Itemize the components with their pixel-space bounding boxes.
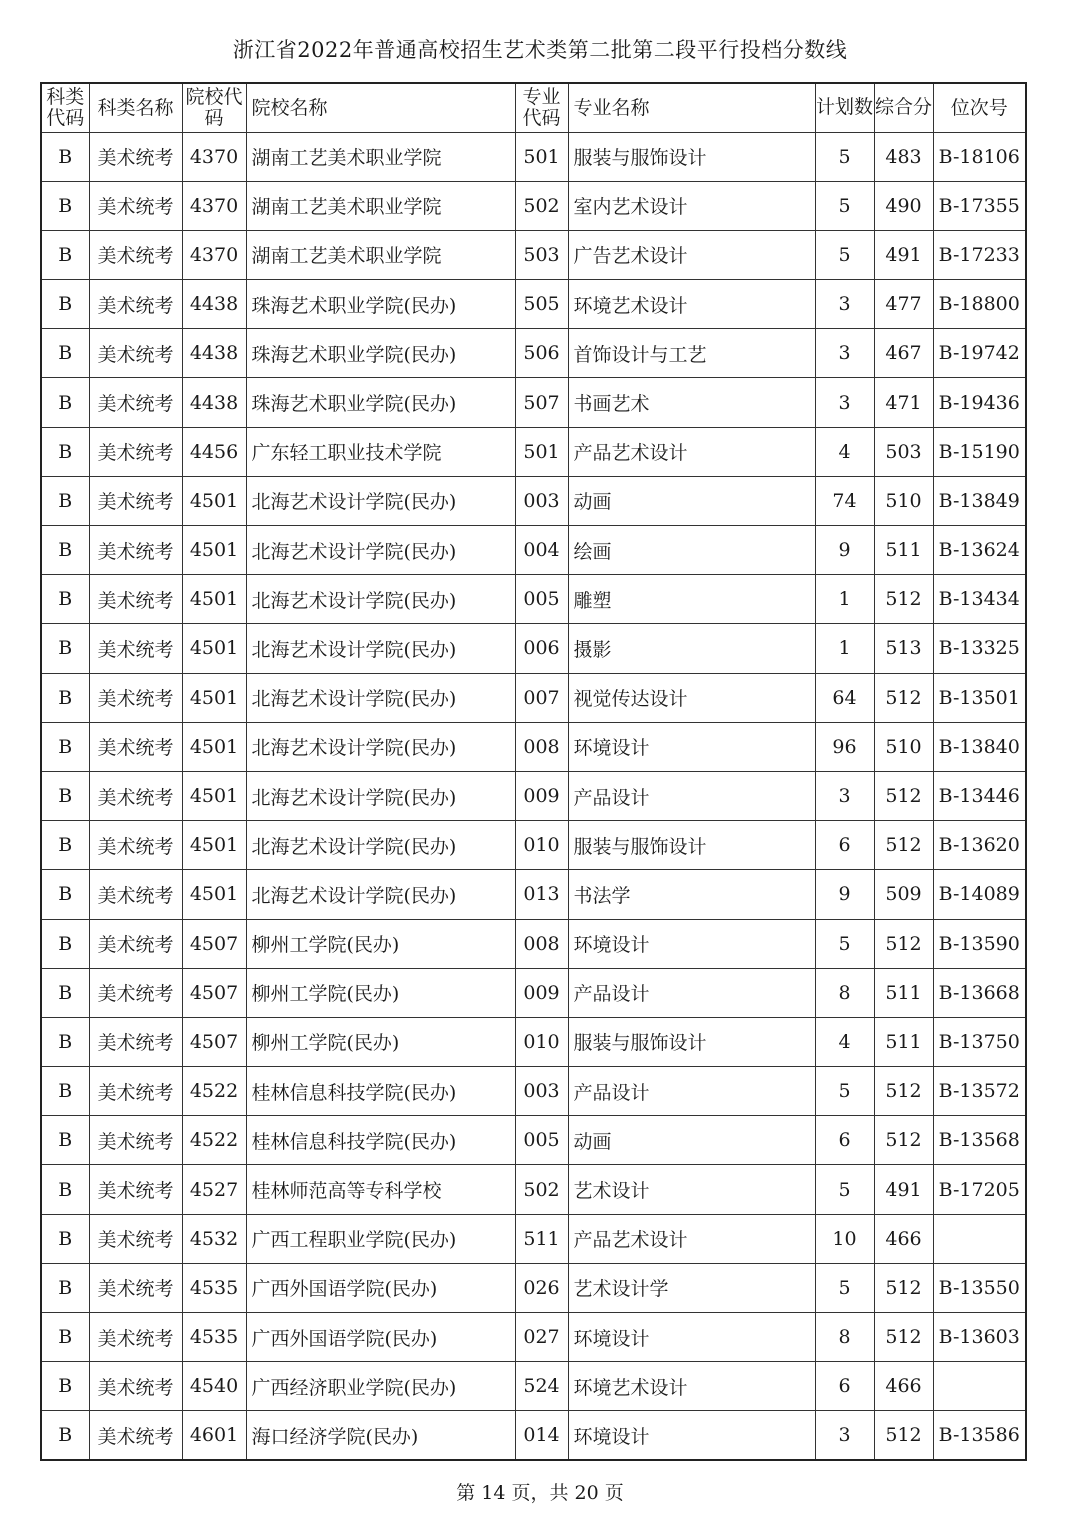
school-code-cell: 4438 bbox=[182, 378, 246, 427]
total-score-cell: 512 bbox=[874, 575, 933, 624]
rank-cell bbox=[933, 1362, 1026, 1411]
table-row bbox=[41, 624, 1026, 673]
table-row bbox=[41, 378, 1026, 427]
subject-name-cell: 美术统考 bbox=[89, 132, 182, 181]
table-row bbox=[41, 476, 1026, 525]
school-code-cell: 4438 bbox=[182, 280, 246, 329]
school-code-cell: 4501 bbox=[182, 526, 246, 575]
school-name-cell: 广西外国语学院(民办) bbox=[246, 1263, 515, 1312]
table-row bbox=[41, 181, 1026, 230]
school-code-cell: 4370 bbox=[182, 181, 246, 230]
total-score-cell: 512 bbox=[874, 771, 933, 820]
subject-name-cell: 美术统考 bbox=[89, 1411, 182, 1460]
school-code-cell: 4522 bbox=[182, 1116, 246, 1165]
table-row bbox=[41, 919, 1026, 968]
school-code-cell: 4532 bbox=[182, 1214, 246, 1263]
school-name-cell: 北海艺术设计学院(民办) bbox=[246, 476, 515, 525]
subject-code-cell: B bbox=[41, 230, 89, 279]
major-name-cell: 动画 bbox=[568, 1116, 815, 1165]
subject-code-cell: B bbox=[41, 771, 89, 820]
major-name-cell: 产品设计 bbox=[568, 1067, 815, 1116]
table-row bbox=[41, 1263, 1026, 1312]
subject-name-cell: 美术统考 bbox=[89, 624, 182, 673]
major-name-cell: 环境艺术设计 bbox=[568, 280, 815, 329]
rank-cell: B-13840 bbox=[933, 722, 1026, 771]
rank-cell: B-13550 bbox=[933, 1263, 1026, 1312]
major-name-cell: 产品艺术设计 bbox=[568, 427, 815, 476]
major-name-cell: 书画艺术 bbox=[568, 378, 815, 427]
total-score-cell: 512 bbox=[874, 821, 933, 870]
header-major-code: 专业代码 bbox=[515, 83, 568, 132]
subject-name-cell: 美术统考 bbox=[89, 1017, 182, 1066]
total-score-cell: 512 bbox=[874, 1411, 933, 1460]
major-name-cell: 服装与服饰设计 bbox=[568, 821, 815, 870]
total-score-cell: 503 bbox=[874, 427, 933, 476]
total-score-cell: 477 bbox=[874, 280, 933, 329]
school-name-cell: 桂林信息科技学院(民办) bbox=[246, 1116, 515, 1165]
school-name-cell: 柳州工学院(民办) bbox=[246, 1017, 515, 1066]
school-name-cell: 桂林信息科技学院(民办) bbox=[246, 1067, 515, 1116]
plan-count-cell: 3 bbox=[815, 771, 874, 820]
plan-count-cell: 6 bbox=[815, 1362, 874, 1411]
major-code-cell: 009 bbox=[515, 771, 568, 820]
plan-count-cell: 3 bbox=[815, 1411, 874, 1460]
table-body bbox=[41, 132, 1026, 1460]
school-code-cell: 4501 bbox=[182, 821, 246, 870]
table-row bbox=[41, 230, 1026, 279]
rank-cell: B-13590 bbox=[933, 919, 1026, 968]
header-school-code: 院校代码 bbox=[182, 83, 246, 132]
school-name-cell: 北海艺术设计学院(民办) bbox=[246, 673, 515, 722]
major-code-cell: 010 bbox=[515, 1017, 568, 1066]
school-name-cell: 湖南工艺美术职业学院 bbox=[246, 230, 515, 279]
total-score-cell: 511 bbox=[874, 526, 933, 575]
total-score-cell: 510 bbox=[874, 722, 933, 771]
table-row bbox=[41, 427, 1026, 476]
subject-code-cell: B bbox=[41, 1263, 89, 1312]
rank-cell: B-13501 bbox=[933, 673, 1026, 722]
major-name-cell: 艺术设计 bbox=[568, 1165, 815, 1214]
total-score-cell: 466 bbox=[874, 1214, 933, 1263]
subject-name-cell: 美术统考 bbox=[89, 526, 182, 575]
major-name-cell: 环境设计 bbox=[568, 722, 815, 771]
major-code-cell: 026 bbox=[515, 1263, 568, 1312]
rank-cell: B-13624 bbox=[933, 526, 1026, 575]
school-code-cell: 4501 bbox=[182, 870, 246, 919]
school-code-cell: 4601 bbox=[182, 1411, 246, 1460]
school-name-cell: 广西经济职业学院(民办) bbox=[246, 1362, 515, 1411]
major-name-cell: 书法学 bbox=[568, 870, 815, 919]
page-title: 浙江省2022年普通高校招生艺术类第二批第二段平行投档分数线 bbox=[232, 38, 848, 62]
plan-count-cell: 5 bbox=[815, 919, 874, 968]
subject-code-cell: B bbox=[41, 181, 89, 230]
major-code-cell: 003 bbox=[515, 1067, 568, 1116]
total-score-cell: 490 bbox=[874, 181, 933, 230]
header-row bbox=[41, 83, 1026, 132]
school-code-cell: 4535 bbox=[182, 1313, 246, 1362]
school-name-cell: 北海艺术设计学院(民办) bbox=[246, 870, 515, 919]
major-code-cell: 010 bbox=[515, 821, 568, 870]
subject-name-cell: 美术统考 bbox=[89, 427, 182, 476]
header-total-score: 综合分 bbox=[874, 83, 933, 132]
school-name-cell: 珠海艺术职业学院(民办) bbox=[246, 329, 515, 378]
rank-cell: B-17205 bbox=[933, 1165, 1026, 1214]
school-code-cell: 4501 bbox=[182, 673, 246, 722]
plan-count-cell: 5 bbox=[815, 132, 874, 181]
subject-name-cell: 美术统考 bbox=[89, 280, 182, 329]
major-name-cell: 环境设计 bbox=[568, 1411, 815, 1460]
school-code-cell: 4438 bbox=[182, 329, 246, 378]
total-score-cell: 471 bbox=[874, 378, 933, 427]
total-score-cell: 512 bbox=[874, 1263, 933, 1312]
rank-cell: B-17233 bbox=[933, 230, 1026, 279]
subject-code-cell: B bbox=[41, 1214, 89, 1263]
subject-code-cell: B bbox=[41, 132, 89, 181]
major-name-cell: 室内艺术设计 bbox=[568, 181, 815, 230]
table-row bbox=[41, 132, 1026, 181]
major-name-cell: 服装与服饰设计 bbox=[568, 1017, 815, 1066]
major-code-cell: 008 bbox=[515, 722, 568, 771]
table-row bbox=[41, 1411, 1026, 1460]
school-name-cell: 桂林师范高等专科学校 bbox=[246, 1165, 515, 1214]
school-name-cell: 北海艺术设计学院(民办) bbox=[246, 624, 515, 673]
subject-name-cell: 美术统考 bbox=[89, 1165, 182, 1214]
table-row bbox=[41, 673, 1026, 722]
major-code-cell: 014 bbox=[515, 1411, 568, 1460]
rank-cell: B-13446 bbox=[933, 771, 1026, 820]
table-row bbox=[41, 771, 1026, 820]
subject-code-cell: B bbox=[41, 1116, 89, 1165]
plan-count-cell: 9 bbox=[815, 870, 874, 919]
plan-count-cell: 10 bbox=[815, 1214, 874, 1263]
plan-count-cell: 1 bbox=[815, 624, 874, 673]
rank-cell: B-13572 bbox=[933, 1067, 1026, 1116]
subject-name-cell: 美术统考 bbox=[89, 1116, 182, 1165]
subject-name-cell: 美术统考 bbox=[89, 919, 182, 968]
total-score-cell: 512 bbox=[874, 1116, 933, 1165]
table-row bbox=[41, 526, 1026, 575]
school-code-cell: 4507 bbox=[182, 1017, 246, 1066]
school-name-cell: 湖南工艺美术职业学院 bbox=[246, 132, 515, 181]
plan-count-cell: 96 bbox=[815, 722, 874, 771]
total-score-cell: 511 bbox=[874, 1017, 933, 1066]
plan-count-cell: 3 bbox=[815, 280, 874, 329]
plan-count-cell: 5 bbox=[815, 230, 874, 279]
plan-count-cell: 4 bbox=[815, 427, 874, 476]
total-score-cell: 512 bbox=[874, 1067, 933, 1116]
header-school-name: 院校名称 bbox=[246, 83, 515, 132]
school-code-cell: 4507 bbox=[182, 919, 246, 968]
school-name-cell: 广西外国语学院(民办) bbox=[246, 1313, 515, 1362]
plan-count-cell: 3 bbox=[815, 329, 874, 378]
subject-code-cell: B bbox=[41, 1017, 89, 1066]
total-score-cell: 467 bbox=[874, 329, 933, 378]
table-row bbox=[41, 968, 1026, 1017]
major-code-cell: 027 bbox=[515, 1313, 568, 1362]
subject-name-cell: 美术统考 bbox=[89, 1313, 182, 1362]
major-name-cell: 雕塑 bbox=[568, 575, 815, 624]
major-code-cell: 506 bbox=[515, 329, 568, 378]
total-score-cell: 510 bbox=[874, 476, 933, 525]
total-score-cell: 491 bbox=[874, 1165, 933, 1214]
table-row bbox=[41, 722, 1026, 771]
subject-name-cell: 美术统考 bbox=[89, 378, 182, 427]
school-code-cell: 4370 bbox=[182, 132, 246, 181]
major-name-cell: 产品设计 bbox=[568, 968, 815, 1017]
plan-count-cell: 3 bbox=[815, 378, 874, 427]
rank-cell: B-15190 bbox=[933, 427, 1026, 476]
subject-name-cell: 美术统考 bbox=[89, 771, 182, 820]
subject-name-cell: 美术统考 bbox=[89, 870, 182, 919]
subject-code-cell: B bbox=[41, 575, 89, 624]
plan-count-cell: 1 bbox=[815, 575, 874, 624]
subject-code-cell: B bbox=[41, 1362, 89, 1411]
rank-cell: B-18106 bbox=[933, 132, 1026, 181]
school-code-cell: 4501 bbox=[182, 624, 246, 673]
school-code-cell: 4501 bbox=[182, 771, 246, 820]
plan-count-cell: 4 bbox=[815, 1017, 874, 1066]
table-row bbox=[41, 329, 1026, 378]
major-code-cell: 524 bbox=[515, 1362, 568, 1411]
subject-code-cell: B bbox=[41, 280, 89, 329]
header-major-name: 专业名称 bbox=[568, 83, 815, 132]
total-score-cell: 512 bbox=[874, 1313, 933, 1362]
rank-cell: B-18800 bbox=[933, 280, 1026, 329]
header-subject-name: 科类名称 bbox=[89, 83, 182, 132]
school-name-cell: 珠海艺术职业学院(民办) bbox=[246, 280, 515, 329]
table-row bbox=[41, 821, 1026, 870]
rank-cell: B-14089 bbox=[933, 870, 1026, 919]
rank-cell: B-13750 bbox=[933, 1017, 1026, 1066]
major-code-cell: 003 bbox=[515, 476, 568, 525]
table-row bbox=[41, 1017, 1026, 1066]
subject-code-cell: B bbox=[41, 476, 89, 525]
table-row bbox=[41, 870, 1026, 919]
school-name-cell: 北海艺术设计学院(民办) bbox=[246, 722, 515, 771]
major-name-cell: 环境艺术设计 bbox=[568, 1362, 815, 1411]
major-code-cell: 013 bbox=[515, 870, 568, 919]
plan-count-cell: 5 bbox=[815, 1263, 874, 1312]
rank-cell: B-17355 bbox=[933, 181, 1026, 230]
school-name-cell: 珠海艺术职业学院(民办) bbox=[246, 378, 515, 427]
rank-cell: B-13668 bbox=[933, 968, 1026, 1017]
major-code-cell: 004 bbox=[515, 526, 568, 575]
subject-code-cell: B bbox=[41, 870, 89, 919]
rank-cell bbox=[933, 1214, 1026, 1263]
total-score-cell: 512 bbox=[874, 919, 933, 968]
major-code-cell: 502 bbox=[515, 1165, 568, 1214]
subject-name-cell: 美术统考 bbox=[89, 968, 182, 1017]
subject-name-cell: 美术统考 bbox=[89, 821, 182, 870]
major-name-cell: 环境设计 bbox=[568, 1313, 815, 1362]
plan-count-cell: 8 bbox=[815, 1313, 874, 1362]
total-score-cell: 512 bbox=[874, 673, 933, 722]
subject-name-cell: 美术统考 bbox=[89, 1263, 182, 1312]
school-code-cell: 4522 bbox=[182, 1067, 246, 1116]
school-name-cell: 广西工程职业学院(民办) bbox=[246, 1214, 515, 1263]
school-code-cell: 4456 bbox=[182, 427, 246, 476]
plan-count-cell: 5 bbox=[815, 1165, 874, 1214]
major-code-cell: 503 bbox=[515, 230, 568, 279]
subject-code-cell: B bbox=[41, 624, 89, 673]
subject-name-cell: 美术统考 bbox=[89, 1067, 182, 1116]
plan-count-cell: 8 bbox=[815, 968, 874, 1017]
rank-cell: B-13586 bbox=[933, 1411, 1026, 1460]
subject-code-cell: B bbox=[41, 673, 89, 722]
major-name-cell: 产品艺术设计 bbox=[568, 1214, 815, 1263]
major-code-cell: 009 bbox=[515, 968, 568, 1017]
subject-name-cell: 美术统考 bbox=[89, 230, 182, 279]
header-plan-count: 计划数 bbox=[815, 83, 874, 132]
total-score-cell: 509 bbox=[874, 870, 933, 919]
total-score-cell: 491 bbox=[874, 230, 933, 279]
major-name-cell: 动画 bbox=[568, 476, 815, 525]
subject-name-cell: 美术统考 bbox=[89, 181, 182, 230]
school-name-cell: 北海艺术设计学院(民办) bbox=[246, 771, 515, 820]
score-table bbox=[40, 82, 1027, 1461]
total-score-cell: 513 bbox=[874, 624, 933, 673]
header-subject-code: 科类代码 bbox=[41, 83, 89, 132]
subject-code-cell: B bbox=[41, 722, 89, 771]
major-name-cell: 产品设计 bbox=[568, 771, 815, 820]
plan-count-cell: 9 bbox=[815, 526, 874, 575]
school-name-cell: 广东轻工职业技术学院 bbox=[246, 427, 515, 476]
subject-code-cell: B bbox=[41, 1411, 89, 1460]
subject-code-cell: B bbox=[41, 968, 89, 1017]
major-name-cell: 摄影 bbox=[568, 624, 815, 673]
rank-cell: B-13849 bbox=[933, 476, 1026, 525]
subject-name-cell: 美术统考 bbox=[89, 476, 182, 525]
subject-name-cell: 美术统考 bbox=[89, 1362, 182, 1411]
rank-cell: B-13603 bbox=[933, 1313, 1026, 1362]
table-row bbox=[41, 1116, 1026, 1165]
table-row bbox=[41, 1214, 1026, 1263]
school-name-cell: 北海艺术设计学院(民办) bbox=[246, 821, 515, 870]
subject-code-cell: B bbox=[41, 329, 89, 378]
total-score-cell: 511 bbox=[874, 968, 933, 1017]
table-row bbox=[41, 1362, 1026, 1411]
table-row bbox=[41, 280, 1026, 329]
table-row bbox=[41, 1067, 1026, 1116]
subject-code-cell: B bbox=[41, 378, 89, 427]
rank-cell: B-19742 bbox=[933, 329, 1026, 378]
subject-code-cell: B bbox=[41, 1313, 89, 1362]
subject-name-cell: 美术统考 bbox=[89, 722, 182, 771]
school-code-cell: 4527 bbox=[182, 1165, 246, 1214]
rank-cell: B-19436 bbox=[933, 378, 1026, 427]
school-code-cell: 4535 bbox=[182, 1263, 246, 1312]
plan-count-cell: 6 bbox=[815, 1116, 874, 1165]
total-score-cell: 483 bbox=[874, 132, 933, 181]
subject-code-cell: B bbox=[41, 1067, 89, 1116]
major-name-cell: 艺术设计学 bbox=[568, 1263, 815, 1312]
school-code-cell: 4370 bbox=[182, 230, 246, 279]
school-name-cell: 海口经济学院(民办) bbox=[246, 1411, 515, 1460]
rank-cell: B-13568 bbox=[933, 1116, 1026, 1165]
subject-name-cell: 美术统考 bbox=[89, 1214, 182, 1263]
school-name-cell: 湖南工艺美术职业学院 bbox=[246, 181, 515, 230]
major-name-cell: 环境设计 bbox=[568, 919, 815, 968]
subject-code-cell: B bbox=[41, 1165, 89, 1214]
school-name-cell: 柳州工学院(民办) bbox=[246, 919, 515, 968]
major-code-cell: 005 bbox=[515, 575, 568, 624]
major-name-cell: 首饰设计与工艺 bbox=[568, 329, 815, 378]
subject-name-cell: 美术统考 bbox=[89, 673, 182, 722]
school-name-cell: 北海艺术设计学院(民办) bbox=[246, 526, 515, 575]
major-code-cell: 005 bbox=[515, 1116, 568, 1165]
subject-code-cell: B bbox=[41, 427, 89, 476]
header-rank: 位次号 bbox=[933, 83, 1026, 132]
rank-cell: B-13620 bbox=[933, 821, 1026, 870]
major-code-cell: 502 bbox=[515, 181, 568, 230]
plan-count-cell: 64 bbox=[815, 673, 874, 722]
subject-code-cell: B bbox=[41, 526, 89, 575]
major-code-cell: 505 bbox=[515, 280, 568, 329]
page-footer: 第 14 页，共 20 页 bbox=[456, 1482, 624, 1504]
plan-count-cell: 6 bbox=[815, 821, 874, 870]
subject-code-cell: B bbox=[41, 919, 89, 968]
school-code-cell: 4540 bbox=[182, 1362, 246, 1411]
subject-name-cell: 美术统考 bbox=[89, 575, 182, 624]
major-code-cell: 008 bbox=[515, 919, 568, 968]
major-code-cell: 006 bbox=[515, 624, 568, 673]
plan-count-cell: 74 bbox=[815, 476, 874, 525]
major-name-cell: 服装与服饰设计 bbox=[568, 132, 815, 181]
major-code-cell: 511 bbox=[515, 1214, 568, 1263]
table-row bbox=[41, 575, 1026, 624]
rank-cell: B-13434 bbox=[933, 575, 1026, 624]
table-row bbox=[41, 1313, 1026, 1362]
school-name-cell: 柳州工学院(民办) bbox=[246, 968, 515, 1017]
major-code-cell: 501 bbox=[515, 427, 568, 476]
plan-count-cell: 5 bbox=[815, 181, 874, 230]
table-row bbox=[41, 1165, 1026, 1214]
major-name-cell: 绘画 bbox=[568, 526, 815, 575]
major-code-cell: 501 bbox=[515, 132, 568, 181]
school-name-cell: 北海艺术设计学院(民办) bbox=[246, 575, 515, 624]
school-code-cell: 4501 bbox=[182, 476, 246, 525]
school-code-cell: 4501 bbox=[182, 575, 246, 624]
subject-code-cell: B bbox=[41, 821, 89, 870]
rank-cell: B-13325 bbox=[933, 624, 1026, 673]
subject-name-cell: 美术统考 bbox=[89, 329, 182, 378]
major-code-cell: 507 bbox=[515, 378, 568, 427]
major-code-cell: 007 bbox=[515, 673, 568, 722]
school-code-cell: 4501 bbox=[182, 722, 246, 771]
school-code-cell: 4507 bbox=[182, 968, 246, 1017]
total-score-cell: 466 bbox=[874, 1362, 933, 1411]
plan-count-cell: 5 bbox=[815, 1067, 874, 1116]
major-name-cell: 广告艺术设计 bbox=[568, 230, 815, 279]
major-name-cell: 视觉传达设计 bbox=[568, 673, 815, 722]
